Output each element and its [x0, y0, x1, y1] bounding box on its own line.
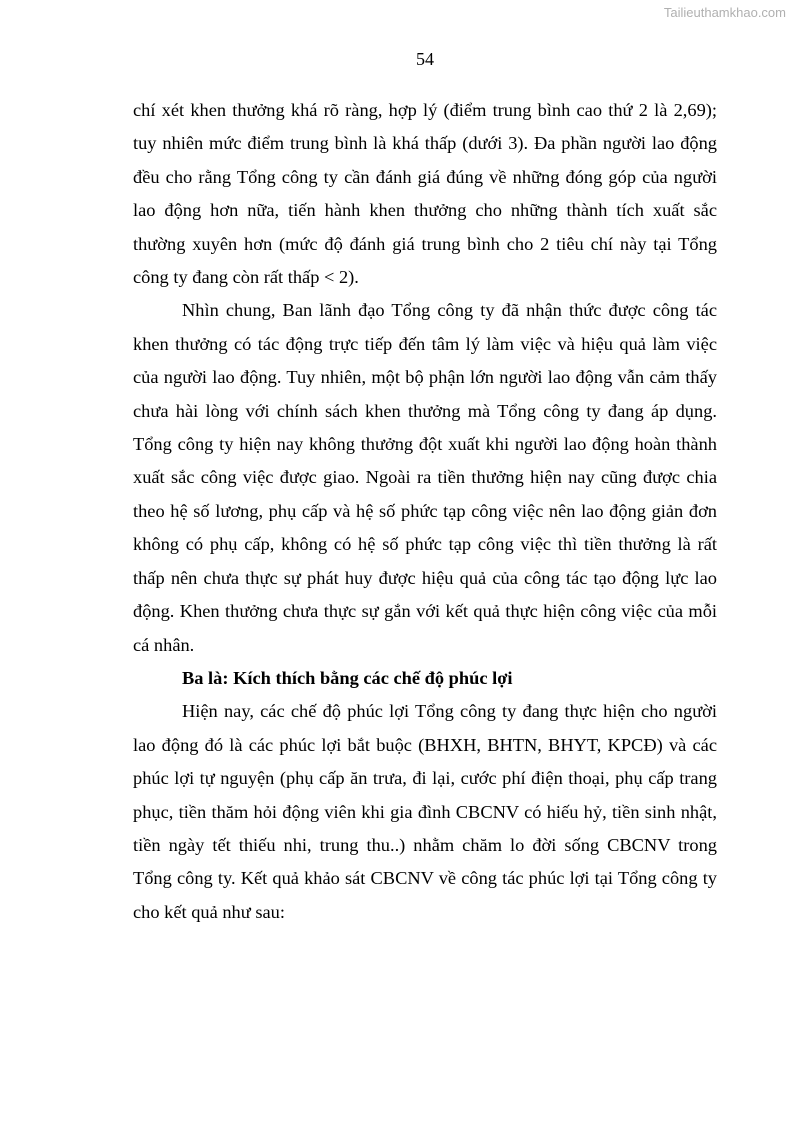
text-line: thấp nên chưa thực sự phát huy được hiệu quả của công tác tạo động lực lao [133, 567, 717, 588]
paragraph [133, 695, 717, 929]
watermark: Tailieuthamkhao.com [663, 5, 786, 20]
text-line: tiền ngày tết thiếu nhi, trung thu..) nhằm chăm lo đời sống CBCNV trong [133, 834, 717, 855]
text-line: công ty đang còn rất thấp < 2). [133, 267, 359, 288]
document-body [133, 94, 717, 929]
text-line: Ba là: Kích thích bằng các chế độ phúc lợi [182, 667, 513, 688]
text-line: tuy nhiên mức điểm trung bình là khá thấp (dưới 3). Đa phần người lao động [133, 133, 717, 154]
text-line: lao động đó là các phúc lợi bắt buộc (BHXH, BHTN, BHYT, KPCĐ) và các [133, 734, 717, 755]
text-line: xuất sắc công việc được giao. Ngoài ra tiền thưởng hiện nay cũng được chia [133, 467, 717, 488]
text-line: không có phụ cấp, không có hệ số phức tạp công việc thì tiền thưởng là rất [133, 534, 717, 555]
text-line: theo hệ số lương, phụ cấp và hệ số phức tạp công việc nên lao động giản đơn [133, 500, 717, 521]
text-line: phúc lợi tự nguyện (phụ cấp ăn trưa, đi lại, cước phí điện thoại, phụ cấp trang [133, 768, 717, 789]
text-line: của người lao động. Tuy nhiên, một bộ phận lớn người lao động vẫn cảm thấy [133, 367, 717, 388]
text-line: thường xuyên hơn (mức độ đánh giá trung bình cho 2 tiêu chí này tại Tổng [133, 233, 717, 254]
text-line: đều cho rằng Tổng công ty cần đánh giá đúng về những đóng góp của người [133, 166, 717, 187]
text-line: chí xét khen thưởng khá rõ ràng, hợp lý (điểm trung bình cao thứ 2 là 2,69); [133, 100, 717, 120]
text-line: chưa hài lòng với chính sách khen thưởng mà Tổng công ty đang áp dụng. [133, 400, 717, 421]
text-line: Nhìn chung, Ban lãnh đạo Tổng công ty đã nhận thức được công tác [182, 300, 717, 321]
text-line: phục, tiền thăm hỏi động viên khi gia đình CBCNV có hiếu hỷ, tiền sinh nhật, [133, 801, 717, 822]
page-number: 54 [416, 49, 434, 69]
text-line: Tổng công ty hiện nay không thưởng đột xuất khi người lao động hoàn thành [133, 434, 717, 455]
text-line: cá nhân. [133, 634, 195, 655]
text-line: động. Khen thưởng chưa thực sự gắn với kết quả thực hiện công việc của mỗi [133, 601, 717, 622]
text-line: cho kết quả như sau: [133, 901, 285, 922]
text-line: lao động hơn nữa, tiến hành khen thưởng cho những thành tích xuất sắc [133, 200, 717, 221]
section-heading [133, 662, 717, 695]
paragraph [133, 294, 717, 661]
text-line: khen thưởng có tác động trực tiếp đến tâm lý làm việc và hiệu quả làm việc [133, 333, 717, 354]
paragraph [133, 94, 717, 294]
text-line: Hiện nay, các chế độ phúc lợi Tổng công ty đang thực hiện cho người [182, 701, 717, 722]
text-line: Tổng công ty. Kết quả khảo sát CBCNV về công tác phúc lợi tại Tổng công ty [133, 868, 717, 889]
